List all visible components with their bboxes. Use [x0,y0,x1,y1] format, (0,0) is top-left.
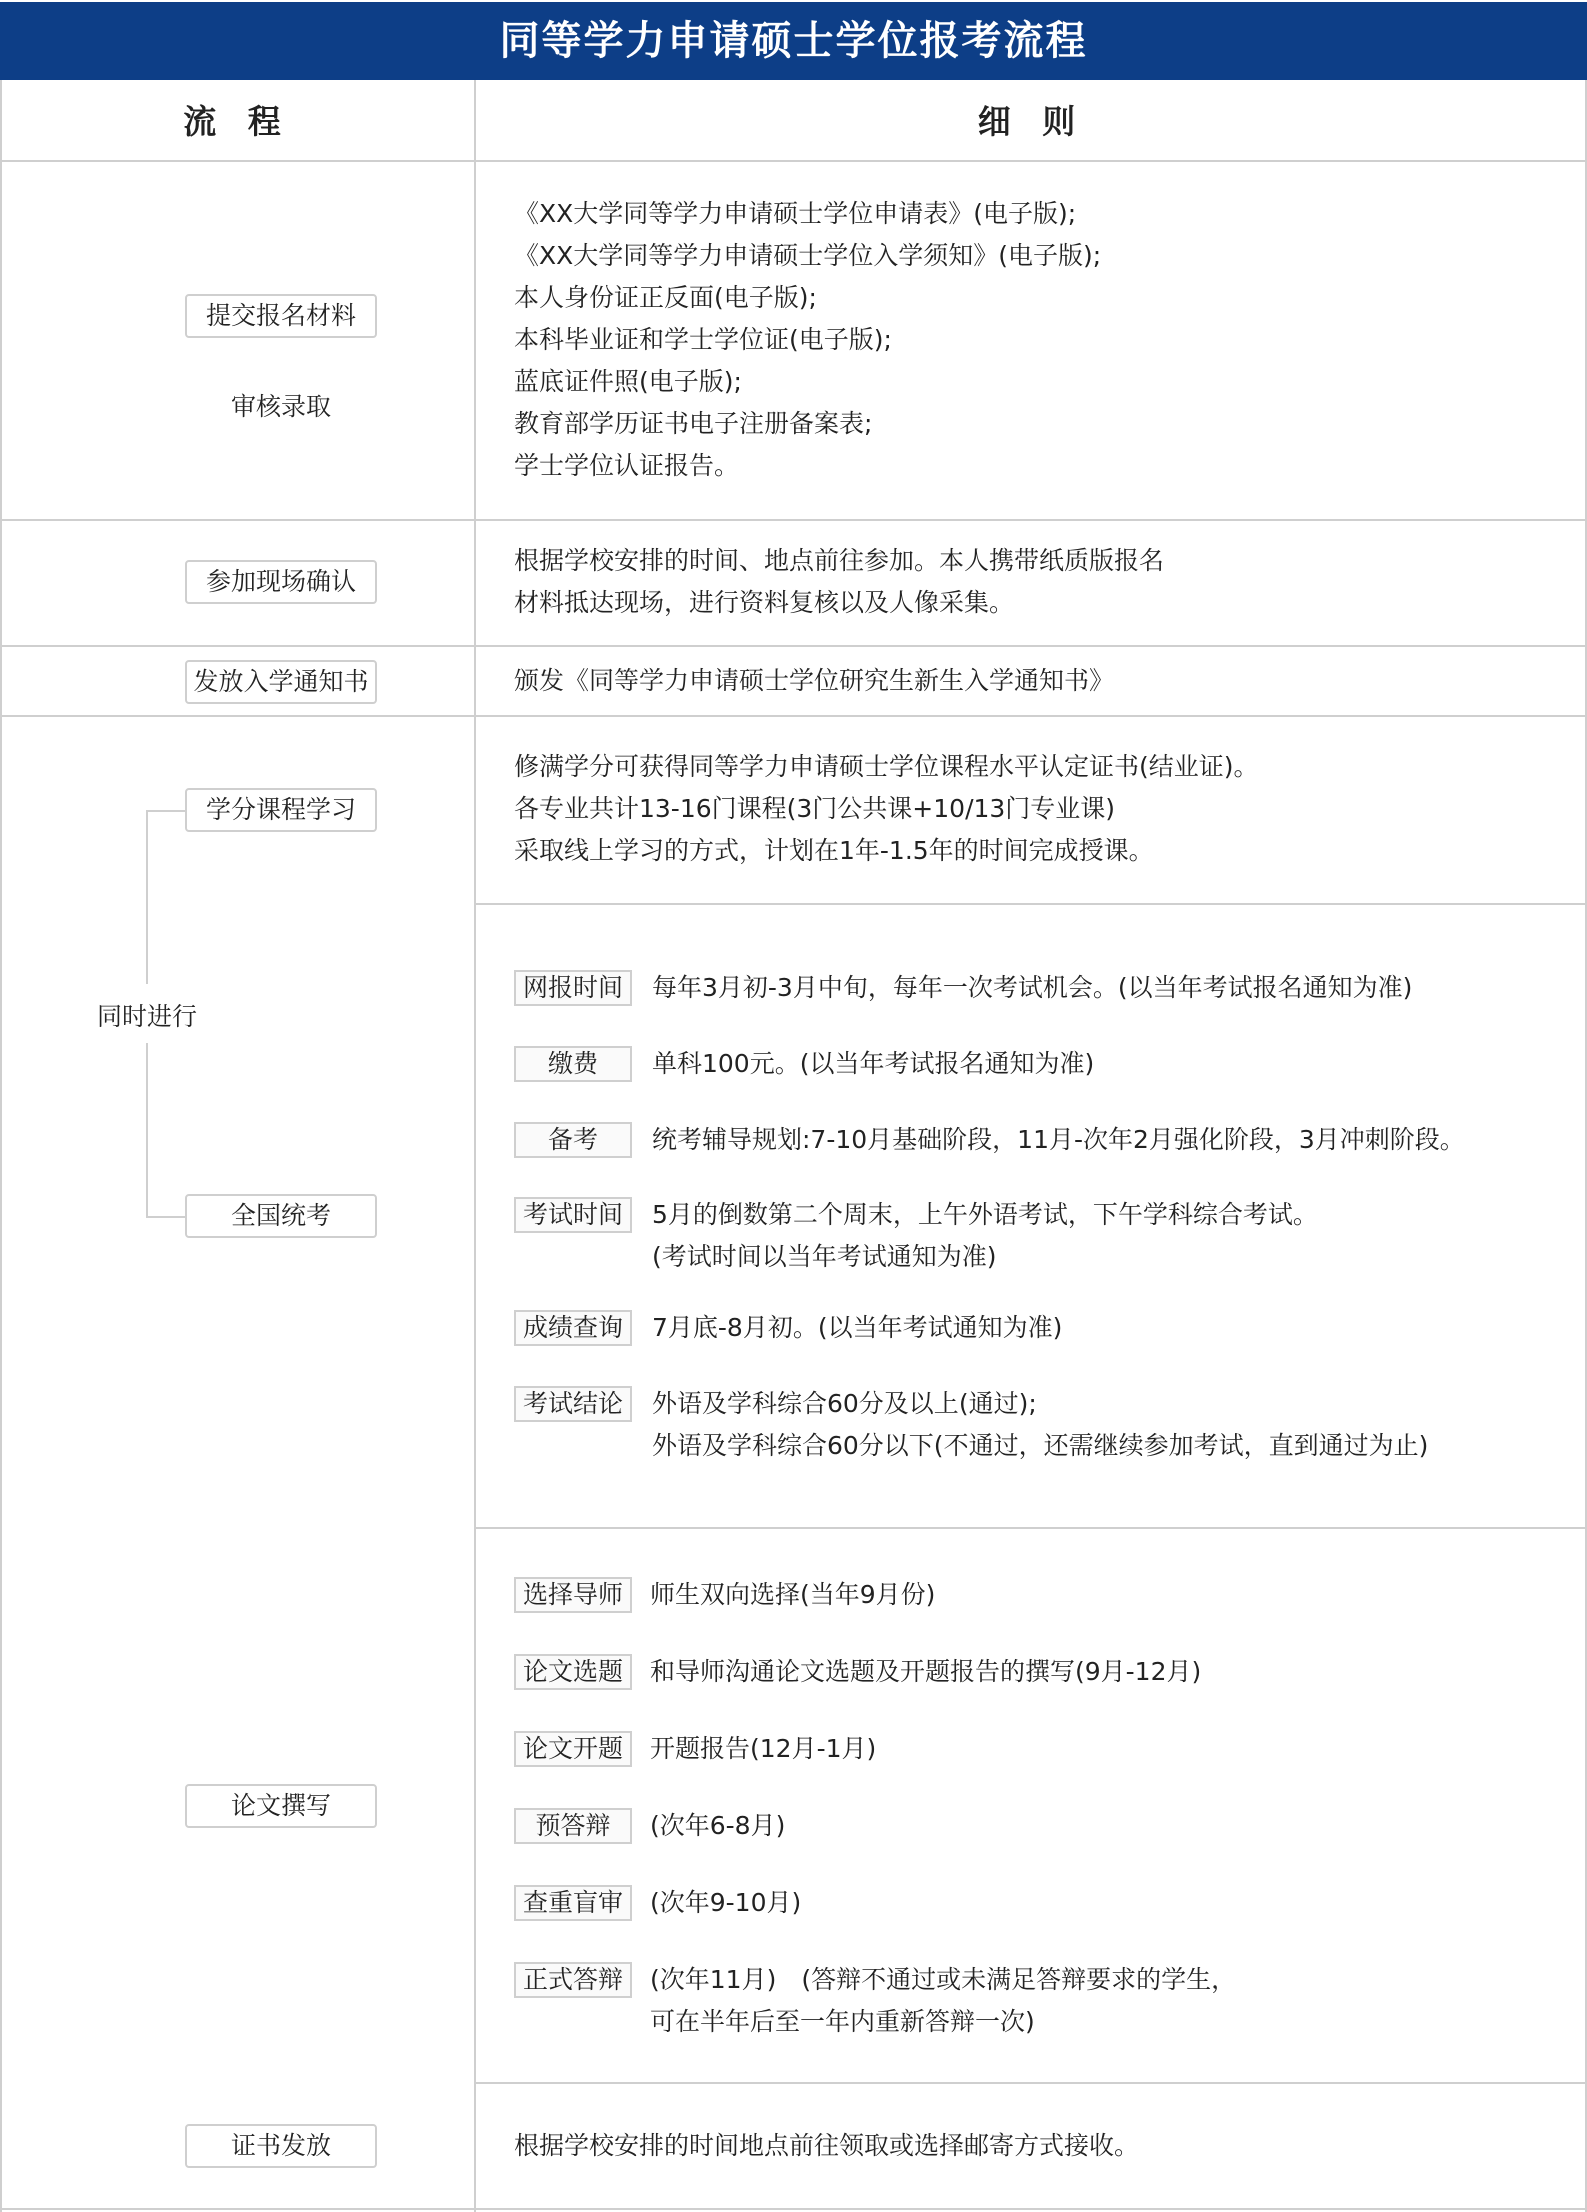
parallel-label: 同时进行 [97,1002,198,1031]
detail-line: 《XX大学同等学力申请硕士学位入学须知》(电子版); [514,241,1102,270]
tag-score-query: 成绩查询 [514,1310,632,1346]
thesis-detail: 师生双向选择(当年9月份) [650,1580,936,1609]
tag-thesis-topic: 论文选题 [514,1654,632,1690]
row7-detail: 根据学校安排的时间地点前往领取或选择邮寄方式接收。 [514,2131,1140,2160]
step-credit-courses: 学分课程学习 [185,788,377,832]
parallel-connector-vertical-bottom [146,1043,148,1217]
parallel-connector-vertical-top [146,810,148,984]
thesis-detail: (次年11月) (答辩不通过或未满足答辩要求的学生， [650,1965,1237,1994]
sub-row-divider [476,1527,1587,1529]
exam-detail: 每年3月初-3月中旬，每年一次考试机会。(以当年考试报名通知为准) [652,973,1413,1002]
thesis-detail: (次年6-8月) [650,1811,786,1840]
table-bottom-line [0,2208,1587,2210]
row4-details [514,746,1259,872]
row1-details [514,193,1101,487]
exam-detail: 统考辅导规划:7-10月基础阶段，11月-次年2月强化阶段，3月冲刺阶段。 [652,1125,1465,1154]
tag-exam-conclusion: 考试结论 [514,1386,632,1422]
sub-row-divider [476,903,1587,905]
row-divider [0,715,1587,717]
exam-detail: (考试时间以当年考试通知为准) [652,1242,997,1271]
detail-line: 《XX大学同等学力申请硕士学位申请表》(电子版); [514,199,1077,228]
detail-line: 材料抵达现场，进行资料复核以及人像采集。 [514,588,1015,617]
tag-exam-time: 考试时间 [514,1197,632,1233]
tag-formal-defense: 正式答辩 [514,1962,632,1998]
parallel-connector-horizontal [146,1216,185,1218]
tag-registration-time: 网报时间 [514,970,632,1006]
detail-line: 根据学校安排的时间、地点前往参加。本人携带纸质版报名 [514,546,1165,575]
column-header-details: 细 则 [977,102,1086,141]
exam-detail: 7月底-8月初。(以当年考试通知为准) [652,1313,1063,1342]
exam-detail: 外语及学科综合60分以下(不通过，还需继续参加考试，直到通过为止) [652,1431,1429,1460]
sub-row-divider [476,2082,1587,2084]
header-bottom-line [0,160,1587,162]
exam-detail: 外语及学科综合60分及以上(通过); [652,1389,1037,1418]
row3-detail: 颁发《同等学力申请硕士学位研究生新生入学通知书》 [514,666,1115,695]
table-left-border [0,80,2,2212]
exam-detail-group [652,1383,1428,1467]
step-onsite-confirmation: 参加现场确认 [185,560,377,604]
detail-line: 教育部学历证书电子注册备案表; [514,409,873,438]
tag-preparation: 备考 [514,1122,632,1158]
exam-detail: 单科100元。(以当年考试报名通知为准) [652,1049,1095,1078]
step-submit-materials: 提交报名材料 [185,294,377,338]
step-thesis-writing: 论文撰写 [185,1784,377,1828]
thesis-detail: (次年9-10月) [650,1888,802,1917]
detail-line: 本人身份证正反面(电子版); [514,283,817,312]
thesis-detail: 开题报告(12月-1月) [650,1734,877,1763]
detail-line: 采取线上学习的方式，计划在1年-1.5年的时间完成授课。 [514,836,1154,865]
parallel-connector-horizontal [146,810,185,812]
exam-detail: 5月的倒数第二个周末，上午外语考试，下午学科综合考试。 [652,1200,1318,1229]
thesis-detail-group [650,1959,1236,2043]
column-header-process: 流 程 [183,102,291,141]
detail-line: 蓝底证件照(电子版); [514,367,742,396]
exam-detail-group [652,1194,1318,1278]
row-divider [0,645,1587,647]
thesis-detail: 可在半年后至一年内重新答辩一次) [650,2007,1035,2036]
tag-plagiarism-blind-review: 查重盲审 [514,1885,632,1921]
tag-pre-defense: 预答辩 [514,1808,632,1844]
detail-line: 修满学分可获得同等学力申请硕士学位课程水平认定证书(结业证)。 [514,752,1259,781]
thesis-detail: 和导师沟通论文选题及开题报告的撰写(9月-12月) [650,1657,1202,1686]
detail-line: 各专业共计13-16门课程(3门公共课+10/13门专业课) [514,794,1116,823]
tag-choose-advisor: 选择导师 [514,1577,632,1613]
tag-fee: 缴费 [514,1046,632,1082]
step-national-exam: 全国统考 [185,1194,377,1238]
detail-line: 本科毕业证和学士学位证(电子版); [514,325,892,354]
step-admission-notice: 发放入学通知书 [185,660,377,704]
step-certificate-issue: 证书发放 [185,2124,377,2168]
step-review-admission: 审核录取 [230,392,331,421]
row-divider [0,519,1587,521]
detail-line: 学士学位认证报告。 [514,451,740,480]
tag-thesis-proposal: 论文开题 [514,1731,632,1767]
page-title: 同等学力申请硕士学位报考流程 [0,2,1587,80]
row2-details [514,540,1164,624]
column-divider [474,80,476,2212]
